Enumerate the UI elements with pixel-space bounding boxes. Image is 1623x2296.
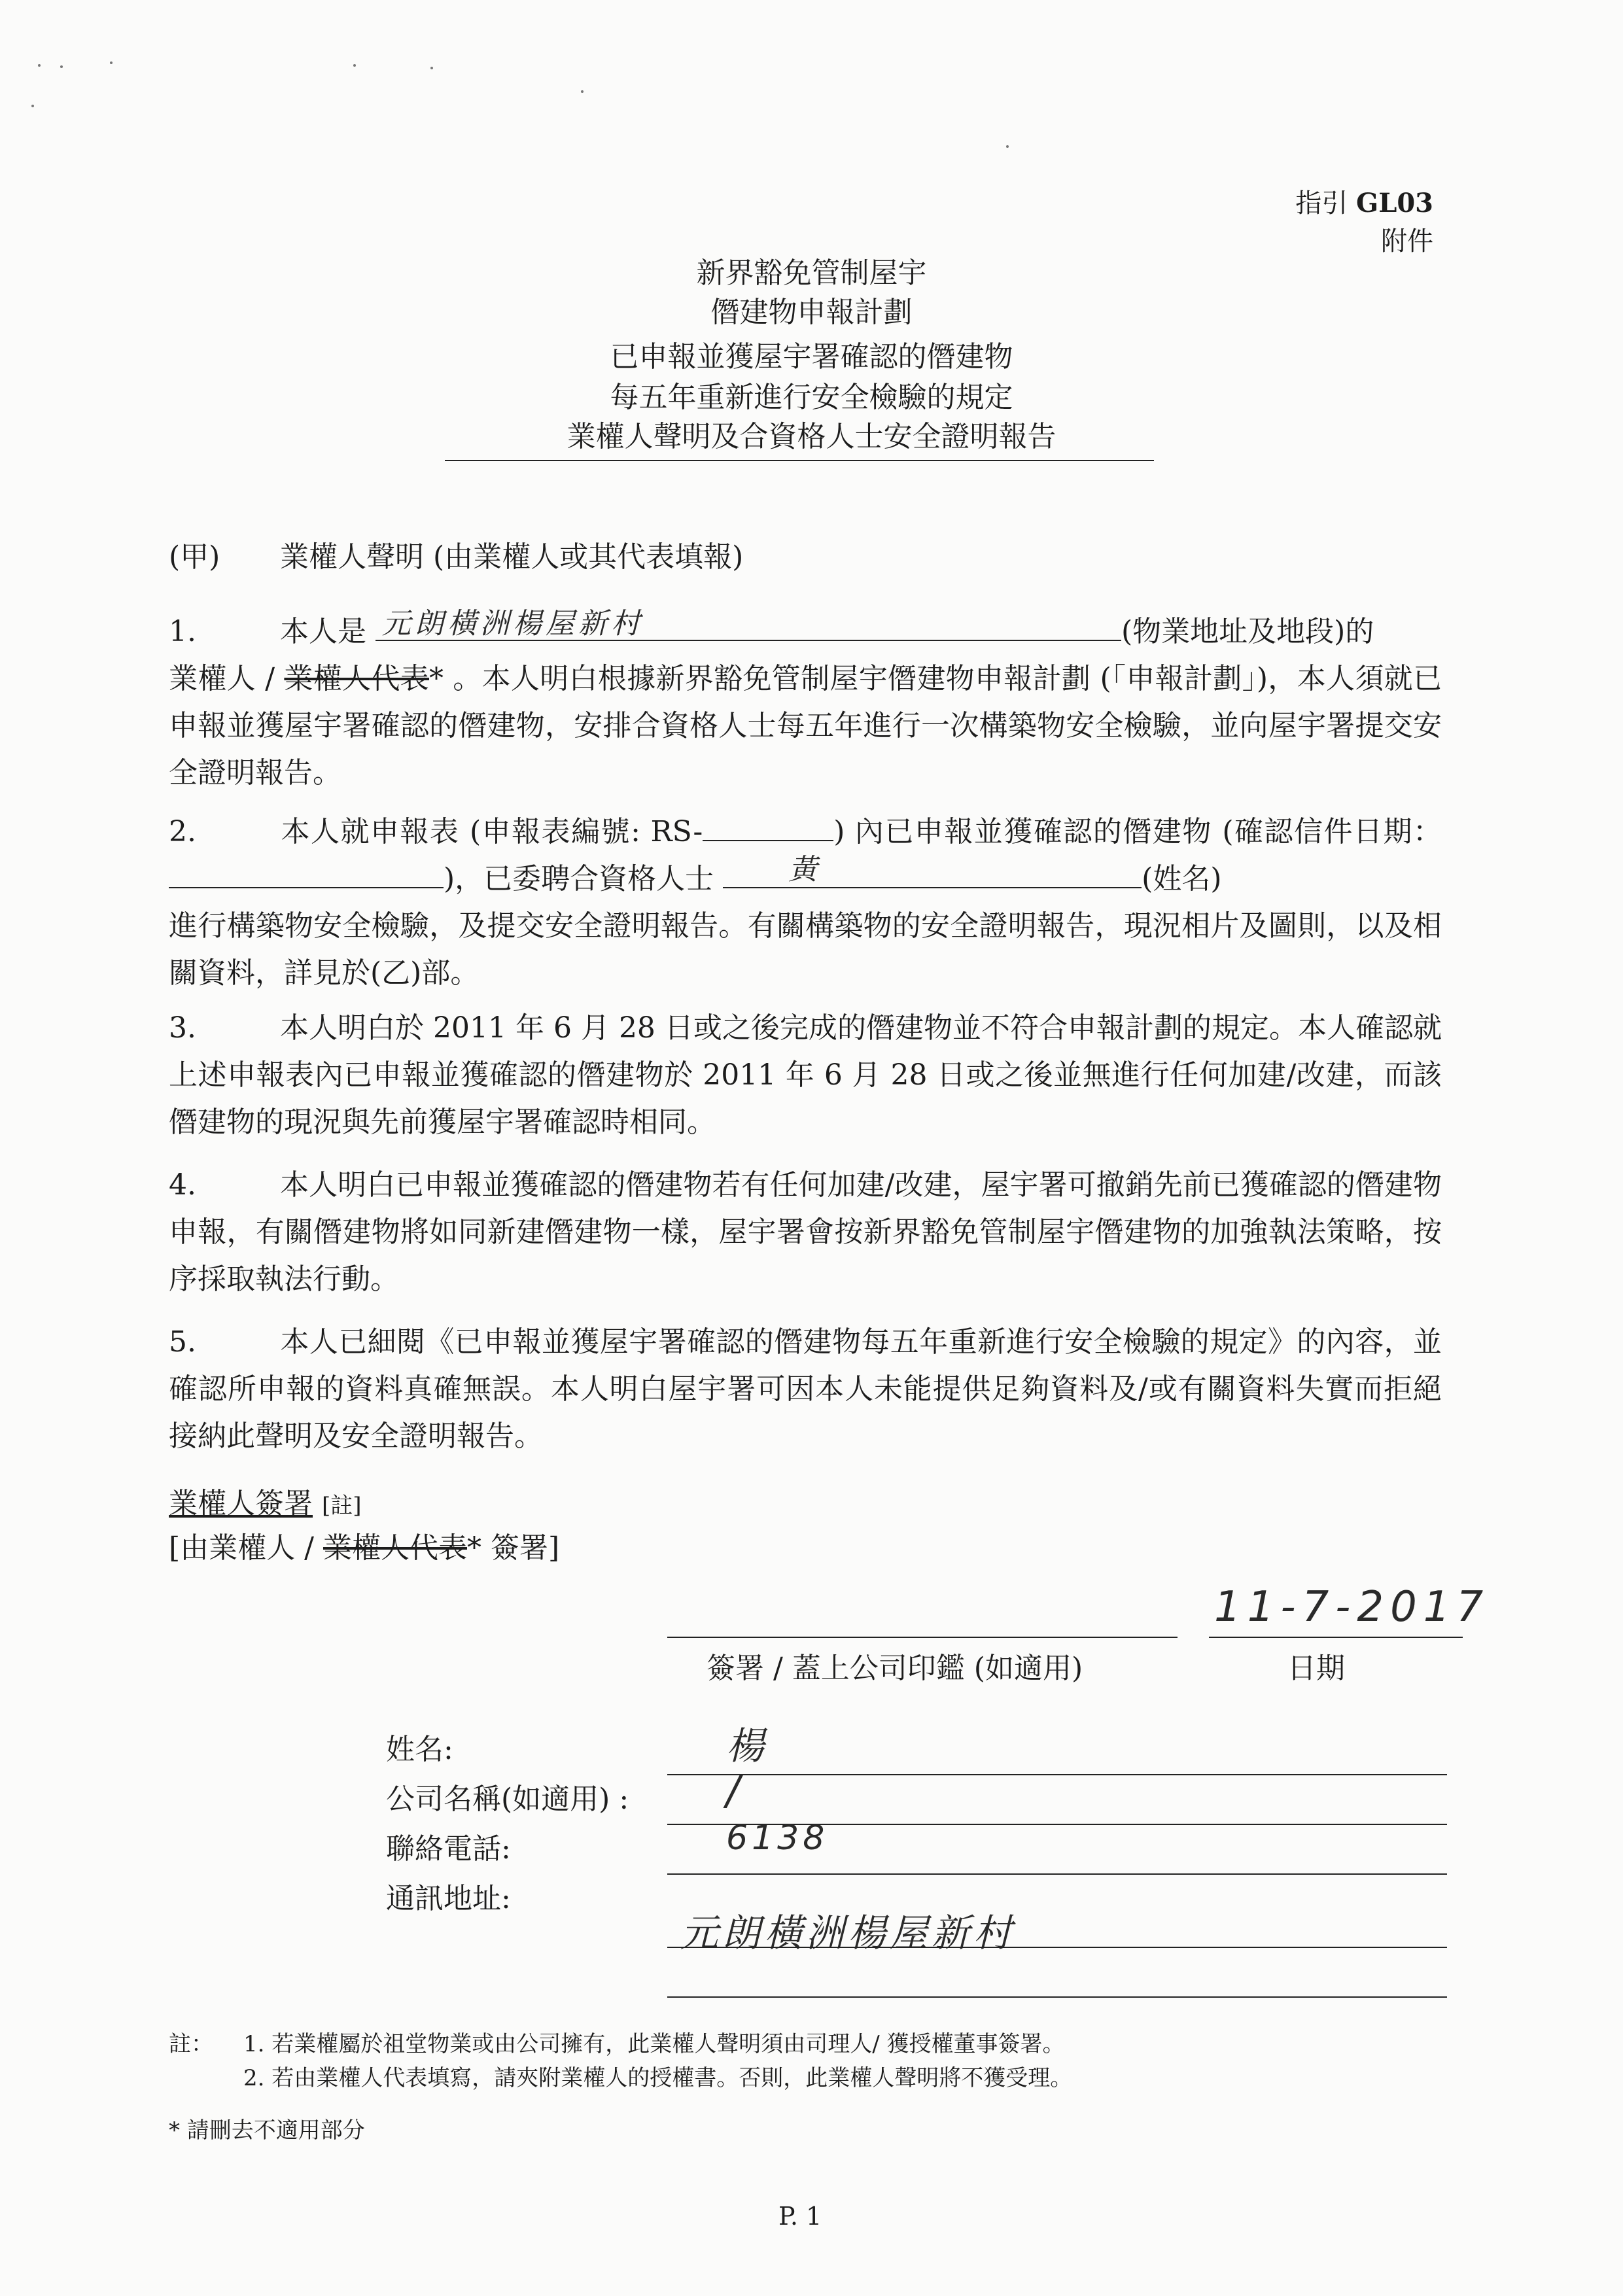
name-line xyxy=(667,1774,1447,1775)
paragraph-1 xyxy=(169,608,1442,797)
section-label: (甲) xyxy=(169,540,220,574)
date-line xyxy=(1209,1637,1463,1638)
handwritten-address: 元朗橫洲楊屋新村 xyxy=(382,607,644,640)
paragraph-3 xyxy=(169,1005,1442,1146)
address-label: 通訊地址: xyxy=(386,1882,511,1915)
signature-heading: 業權人簽署 xyxy=(169,1487,313,1520)
paragraph-number: 4. xyxy=(169,1168,196,1202)
phone-value: 6138 xyxy=(726,1818,829,1858)
notes-label: 註： xyxy=(169,2031,213,2057)
paragraph-number: 5. xyxy=(169,1325,196,1359)
address-line-1 xyxy=(667,1947,1447,1948)
company-label: 公司名稱(如適用) : xyxy=(386,1783,629,1816)
page-number: P. 1 xyxy=(778,2202,822,2231)
title-line-4: 每五年重新進行安全檢驗的規定 xyxy=(610,381,1013,414)
scan-speck xyxy=(60,65,63,68)
text-fragment: 業權人 / xyxy=(169,662,275,695)
date-caption: 日期 xyxy=(1287,1652,1345,1685)
text-fragment: [由業權人 / xyxy=(169,1531,314,1565)
scan-speck xyxy=(581,90,584,93)
paragraph-number: 1. xyxy=(169,615,196,648)
address-line-2 xyxy=(667,1996,1447,1998)
signature-line xyxy=(667,1637,1178,1638)
text-fragment: ) 內已申報並獲確認的僭建物 (確認信件日期： xyxy=(833,815,1442,848)
annex-label: 附件 xyxy=(1381,226,1433,256)
qualified-person-field xyxy=(723,853,1142,888)
paragraph-4 xyxy=(169,1162,1442,1303)
title-underline xyxy=(445,460,1154,461)
phone-line xyxy=(667,1873,1447,1875)
form-number-field xyxy=(703,810,833,841)
paragraph-text: 本人明白已申報並獲確認的僭建物若有任何加建/改建，屋宇署可撤銷先前已獲確認的僭建物申報，有關僭建物將如同新建僭建物一樣，屋宇署會按新界豁免管制屋宇僭建物的加強執法策略，按序採取執法行動。 xyxy=(169,1168,1442,1296)
document-reference xyxy=(1295,184,1433,260)
company-value: / xyxy=(726,1766,744,1814)
paragraph-number: 2. xyxy=(169,815,196,848)
text-fragment: (姓名) xyxy=(1142,862,1222,896)
scan-speck xyxy=(110,61,113,64)
text-fragment: (物業地址及地段)的 xyxy=(1121,615,1374,648)
text-fragment: * 。本人明白根據新界豁免管制屋宇僭建物申報計劃 (「申報計劃」)，本人須就已申報並獲屋宇署確認的僭建物，安排合資格人士每五年進行一次構築物安全檢驗，並向屋宇署提交安全證明報告。 xyxy=(169,662,1442,790)
name-label: 姓名: xyxy=(386,1733,453,1766)
handwritten-date: 11-7-2017 xyxy=(1214,1583,1490,1631)
struck-owner-representative: 業權人代表 xyxy=(323,1531,467,1565)
paragraph-text: 本人已細閱《已申報並獲屋宇署確認的僭建物每五年重新進行安全檢驗的規定》的內容，並確認所申報的資料真確無誤。本人明白屋宇署可因本人未能提供足夠資料及/或有關資料失實而拒絕接納此聲明及安全證明報告。 xyxy=(169,1325,1442,1453)
signed-by-line xyxy=(169,1524,559,1566)
address-value: 元朗橫洲楊屋新村 xyxy=(680,1911,1016,1955)
address-field xyxy=(375,607,1121,641)
title-line-1: 新界豁免管制屋宇 xyxy=(696,256,927,290)
text-fragment: 本人就申報表 (申報表編號: RS- xyxy=(280,815,703,848)
scan-speck xyxy=(38,64,41,67)
title-line-5: 業權人聲明及合資格人士安全證明報告 xyxy=(567,420,1056,453)
paragraph-5 xyxy=(169,1319,1442,1460)
text-fragment: * 簽署] xyxy=(466,1531,560,1565)
handwritten-person-name: 黃 xyxy=(788,853,822,886)
scan-speck xyxy=(430,67,433,69)
guide-code: GL03 xyxy=(1356,188,1433,218)
section-heading: 業權人聲明 (由業權人或其代表填報) xyxy=(280,540,744,574)
phone-label: 聯絡電話: xyxy=(386,1832,511,1866)
paragraph-2 xyxy=(169,809,1442,997)
asterisk-note: * 請刪去不適用部分 xyxy=(169,2117,365,2144)
paragraph-number: 3. xyxy=(169,1011,196,1045)
confirmation-date-field xyxy=(169,857,444,888)
paragraph-text: 本人明白於 2011 年 6 月 28 日或之後完成的僭建物並不符合申報計劃的規定。本人確認就上述申報表內已申報並獲確認的僭建物於 2011 年 6 月 28 日或之後並無進行任何加建/改建，而該僭建物的現況與先前獲屋宇署確認時相同。 xyxy=(169,1011,1442,1139)
note-reference: [註] xyxy=(322,1493,362,1519)
note-1: 1. 若業權屬於祖堂物業或由公司擁有，此業權人聲明須由司理人/ 獲授權董事簽署。 xyxy=(243,2031,1065,2057)
guide-label: 指引 xyxy=(1295,188,1348,218)
text-fragment: 本人是 xyxy=(280,615,366,648)
title-line-2: 僭建物申報計劃 xyxy=(710,296,913,329)
signature-heading-row xyxy=(169,1480,362,1522)
title-line-3: 已申報並獲屋宇署確認的僭建物 xyxy=(610,340,1013,374)
scan-speck xyxy=(1006,145,1009,148)
scan-speck xyxy=(31,105,34,107)
text-fragment: )，已委聘合資格人士 xyxy=(444,862,714,896)
signature-caption: 簽署 / 蓋上公司印鑑 (如適用) xyxy=(707,1652,1083,1685)
note-2: 2. 若由業權人代表填寫，請夾附業權人的授權書。否則，此業權人聲明將不獲受理。 xyxy=(243,2065,1073,2091)
name-value: 楊 xyxy=(726,1724,769,1768)
struck-owner-representative: 業權人代表 xyxy=(284,662,429,695)
text-fragment: 進行構築物安全檢驗，及提交安全證明報告。有關構築物的安全證明報告，現況相片及圖則，以及相關資料，詳見於(乙)部。 xyxy=(169,909,1442,990)
scan-speck xyxy=(353,64,356,67)
